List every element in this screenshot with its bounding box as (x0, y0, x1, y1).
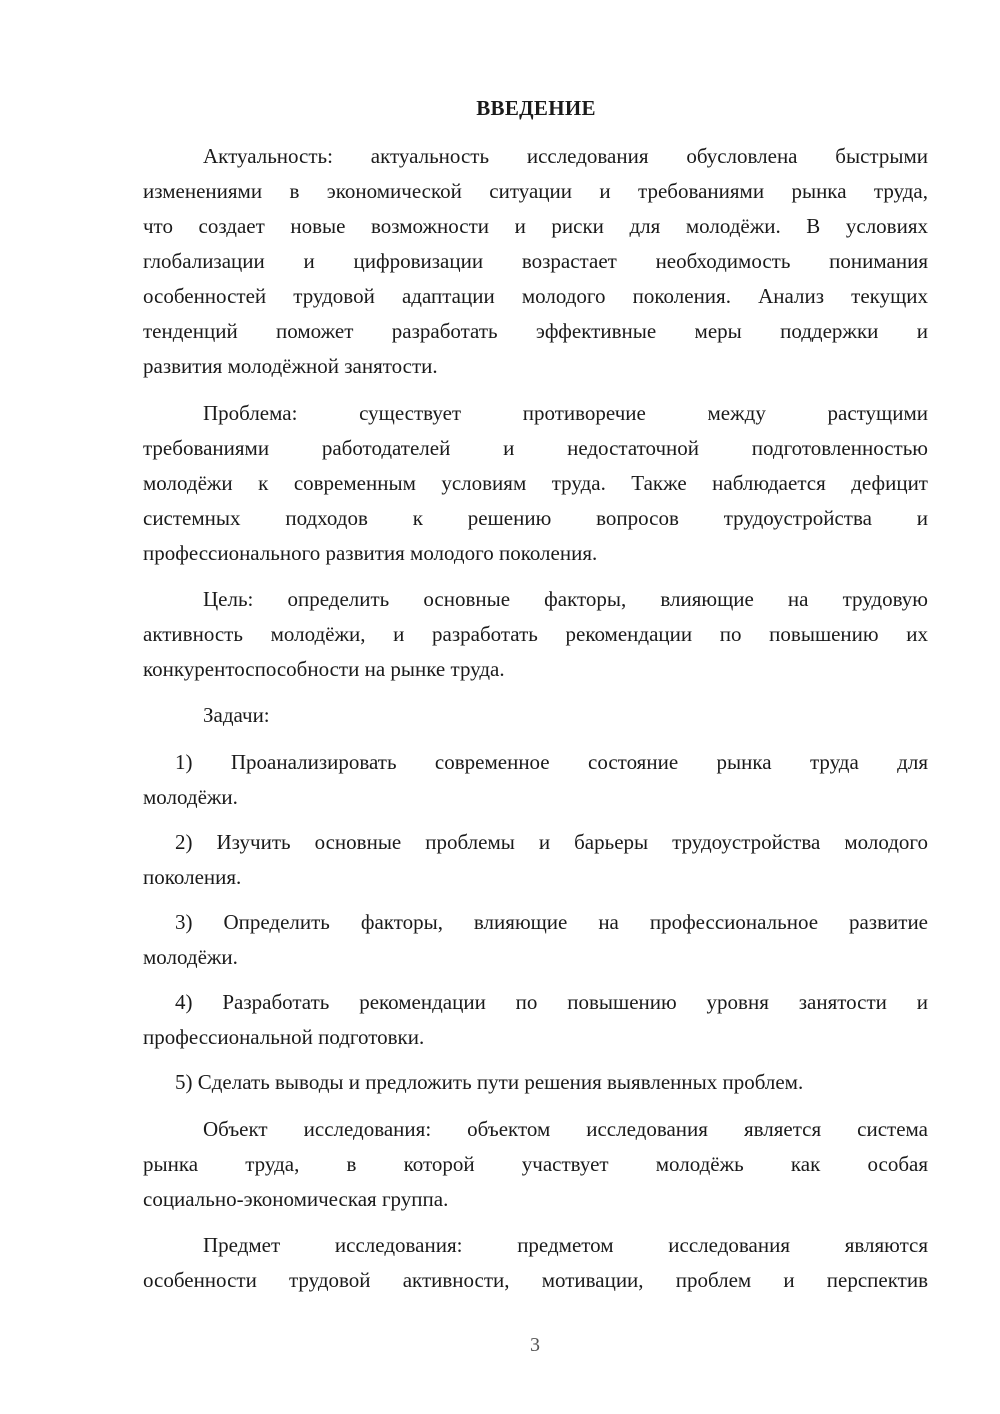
text-line: 1) Проанализировать современное состояние рынка труда для (175, 750, 928, 774)
text-line: Цель: определить основные факторы, влияющие на трудовую (203, 587, 928, 611)
text-line: Предмет исследования: предметом исследования являются (203, 1233, 928, 1257)
text-line: профессионального развития молодого поколения. (143, 541, 598, 565)
text-line: системных подходов к решению вопросов трудоустройства и (143, 506, 928, 530)
text-line: особенности трудовой активности, мотивации, проблем и перспектив (143, 1268, 928, 1292)
text-line: тенденций поможет разработать эффективные меры поддержки и (143, 319, 928, 343)
text-line: 3) Определить факторы, влияющие на профессиональное развитие (175, 910, 928, 934)
text-line: развития молодёжной занятости. (143, 354, 438, 378)
text-line: профессиональной подготовки. (143, 1025, 425, 1049)
text-line: Актуальность: актуальность исследования обусловлена быстрыми (203, 144, 928, 168)
text-line: Задачи: (203, 703, 270, 727)
text-line: изменениями в экономической ситуации и требованиями рынка труда, (143, 179, 928, 203)
text-line: активность молодёжи, и разработать рекомендации по повышению их (143, 622, 928, 646)
text-line: молодёжи к современным условиям труда. Также наблюдается дефицит (143, 471, 928, 495)
text-line: молодёжи. (143, 945, 238, 969)
text-line: 2) Изучить основные проблемы и барьеры трудоустройства молодого (175, 830, 928, 854)
text-line: требованиями работодателей и недостаточной подготовленностью (143, 436, 928, 460)
text-line: рынка труда, в которой участвует молодёжь как особая (143, 1152, 928, 1176)
text-line: Проблема: существует противоречие между растущими (203, 401, 928, 425)
page-number: 3 (530, 1334, 540, 1356)
text-line: конкурентоспособности на рынке труда. (143, 657, 505, 681)
text-line: 4) Разработать рекомендации по повышению уровня занятости и (175, 990, 928, 1014)
text-line: особенностей трудовой адаптации молодого поколения. Анализ текущих (143, 284, 928, 308)
text-line: социально-экономическая группа. (143, 1187, 449, 1211)
text-line: молодёжи. (143, 785, 238, 809)
text-line: Объект исследования: объектом исследования является система (203, 1117, 928, 1141)
text-line: 5) Сделать выводы и предложить пути решения выявленных проблем. (175, 1070, 804, 1094)
text-line: глобализации и цифровизации возрастает необходимость понимания (143, 249, 928, 273)
text-line: поколения. (143, 865, 242, 889)
page-title: ВВЕДЕНИЕ (476, 96, 596, 120)
text-line: что создает новые возможности и риски для молодёжи. В условиях (143, 214, 928, 238)
